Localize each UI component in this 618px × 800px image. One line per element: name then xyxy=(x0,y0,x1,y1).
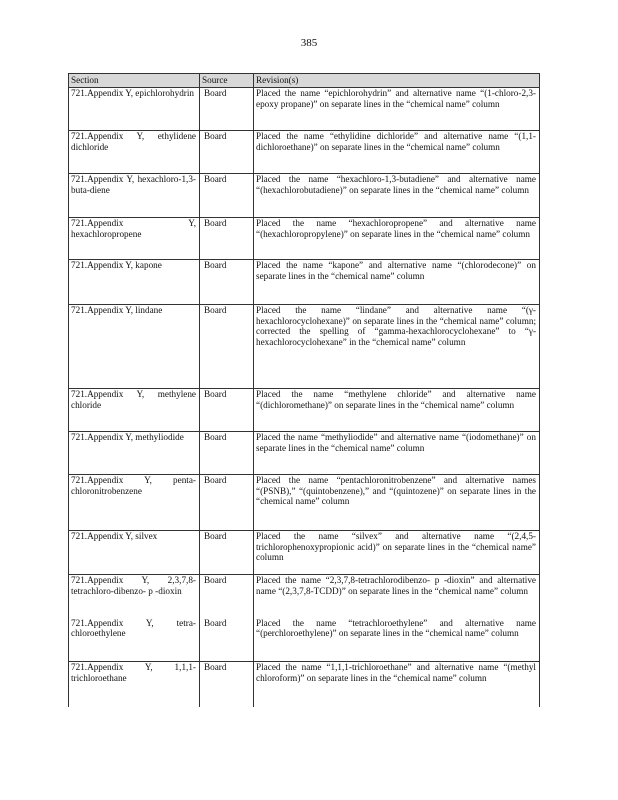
source-cell: Board xyxy=(200,475,254,531)
source-cell: Board xyxy=(200,662,254,707)
revisions-table xyxy=(68,73,540,707)
revision-cell: Placed the name “hexachloro-1,3-butadiene” and alternative name “(hexachlorobutadiene)” on separate lines in the “chemical name” column xyxy=(254,174,540,218)
source-cell: Board xyxy=(200,305,254,389)
section-cell: 721.Appendix Y, silvex xyxy=(69,531,200,575)
table-row xyxy=(69,218,540,260)
source-cell: Board xyxy=(200,131,254,174)
table-row xyxy=(69,260,540,305)
revision-cell: Placed the name “2,3,7,8-tetrachlorodibenzo- p -dioxin” and alternative name “(2,3,7,8-TCDD)” on separate lines in the “chemical name” column xyxy=(254,575,540,618)
revision-cell: Placed the name “tetrachloroethylene” and alternative name “(perchloroethylene)” on separate lines in the “chemical name” column xyxy=(254,618,540,662)
section-cell: 721.Appendix Y, kapone xyxy=(69,260,200,305)
source-cell: Board xyxy=(200,575,254,618)
source-cell: Board xyxy=(200,389,254,432)
section-cell: 721.Appendix Y, 2,3,7,8-tetrachloro-dibenzo- p -dioxin xyxy=(69,575,200,618)
revision-cell: Placed the name “methylene chloride” and alternative name “(dichloromethane)” on separate lines in the “chemical name” column xyxy=(254,389,540,432)
source-cell: Board xyxy=(200,260,254,305)
table-row xyxy=(69,88,540,131)
revision-cell: Placed the name “pentachloronitrobenzene” and alternative names “(PSNB),” “(quintobenzene),” and “(quintozene)” on separate lines in the “chemical name” column xyxy=(254,475,540,531)
section-cell: 721.Appendix Y, tetra-chloroethylene xyxy=(69,618,200,662)
table-row xyxy=(69,305,540,389)
header-source: Source xyxy=(200,74,254,88)
table-row xyxy=(69,131,540,174)
section-cell: 721.Appendix Y, lindane xyxy=(69,305,200,389)
revision-cell: Placed the name “ethylidine dichloride” and alternative name “(1,1-dichloroethane)” on separate lines in the “chemical name” column xyxy=(254,131,540,174)
revision-cell: Placed the name “1,1,1-trichloroethane” and alternative name “(methyl chloroform)” on separate lines in the “chemical name” column xyxy=(254,662,540,707)
header-section: Section xyxy=(69,74,200,88)
source-cell: Board xyxy=(200,618,254,662)
section-cell: 721.Appendix Y, 1,1,1-trichloroethane xyxy=(69,662,200,707)
source-cell: Board xyxy=(200,88,254,131)
table-row xyxy=(69,531,540,575)
table-row xyxy=(69,389,540,432)
table-row xyxy=(69,174,540,218)
revision-cell: Placed the name “lindane” and alternative name “(γ-hexachlorocyclohexane)” on separate lines in the “chemical name” column; corrected the spelling of “gamma-hexachlorocyclohexane” to “γ-hexachlorocyclohexane” in the “chemical name” column xyxy=(254,305,540,389)
table-row xyxy=(69,475,540,531)
source-cell: Board xyxy=(200,531,254,575)
section-cell: 721.Appendix Y, ethylidene dichloride xyxy=(69,131,200,174)
table-header-row xyxy=(69,74,540,88)
revision-cell: Placed the name “silvex” and alternative name “(2,4,5-trichlorophenoxypropionic acid)” on separate lines in the “chemical name” column xyxy=(254,531,540,575)
revision-cell: Placed the name “methyliodide” and alternative name “(iodomethane)” on separate lines in the “chemical name” column xyxy=(254,432,540,475)
table-row xyxy=(69,575,540,618)
page-number: 385 xyxy=(300,37,318,49)
revision-cell: Placed the name “epichlorohydrin” and alternative name “(1-chloro-2,3-epoxy propane)” on separate lines in the “chemical name” column xyxy=(254,88,540,131)
table-row xyxy=(69,432,540,475)
section-cell: 721.Appendix Y, hexachloro-1,3-buta-diene xyxy=(69,174,200,218)
source-cell: Board xyxy=(200,174,254,218)
table-row xyxy=(69,618,540,662)
section-cell: 721.Appendix Y, epichlorohydrin xyxy=(69,88,200,131)
header-revision: Revision(s) xyxy=(254,74,540,88)
section-cell: 721.Appendix Y, methyliodide xyxy=(69,432,200,475)
section-cell: 721.Appendix Y, methylene chloride xyxy=(69,389,200,432)
source-cell: Board xyxy=(200,218,254,260)
section-cell: 721.Appendix Y, hexachloropropene xyxy=(69,218,200,260)
source-cell: Board xyxy=(200,432,254,475)
revision-cell: Placed the name “kapone” and alternative name “(chlorodecone)” on separate lines in the “chemical name” column xyxy=(254,260,540,305)
section-cell: 721.Appendix Y, penta-chloronitrobenzene xyxy=(69,475,200,531)
table-row xyxy=(69,662,540,707)
revision-cell: Placed the name “hexachloropropene” and alternative name “(hexachloropropylene)” on separate lines in the “chemical name” column xyxy=(254,218,540,260)
